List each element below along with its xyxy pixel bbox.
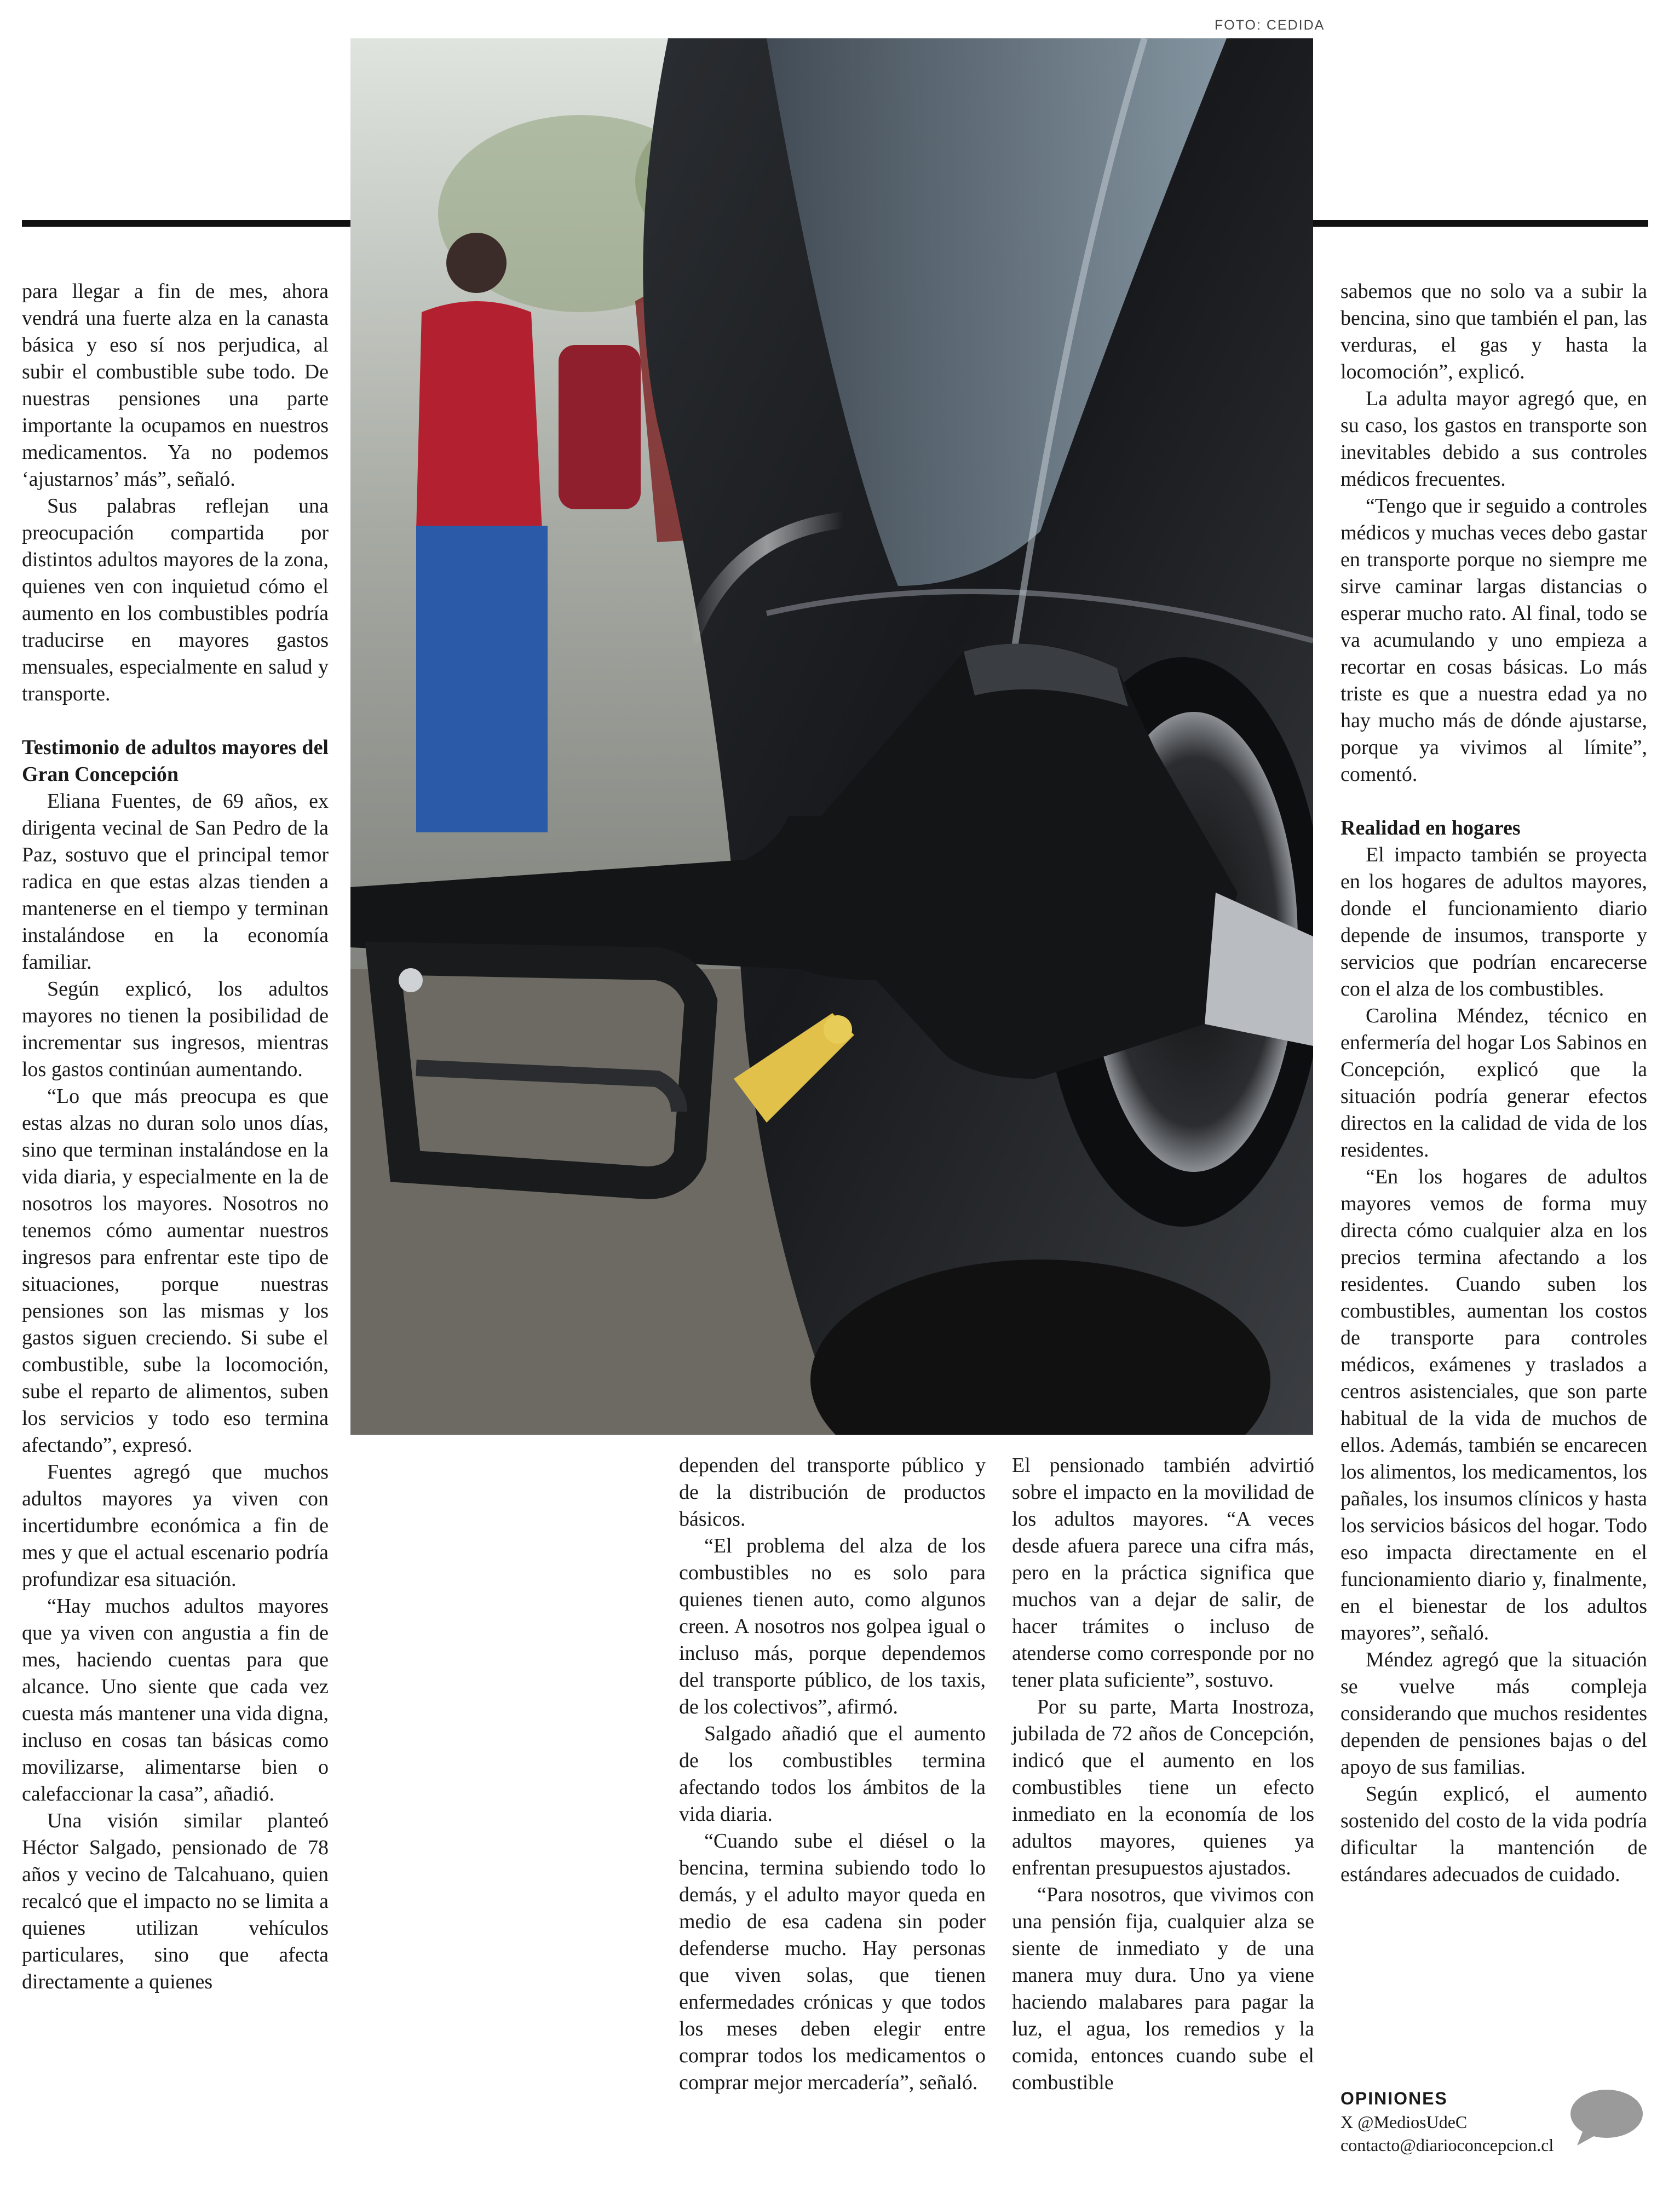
paragraph: El impacto también se proyecta en los hogares de adultos mayores, donde el funcionamiento diario depende de insumos, transporte y servicios que podrían encarecerse con el alza de los combustibles. <box>1340 843 1647 1000</box>
paragraph: dependen del transporte público y de la distribución de productos básicos. <box>679 1454 986 1531</box>
paragraph: Una visión similar planteó Héctor Salgado, pensionado de 78 años y vecino de Talcahuano, quien recalcó que el impacto no se limita a quienes utilizan vehículos particulares, sino que afecta directamente a quienes <box>22 1809 329 1993</box>
column-4 <box>1340 278 1647 1888</box>
paragraph: “Tengo que ir seguido a controles médicos y muchas veces debo gastar en transporte porque no siempre me sirve caminar largas distancias o esperar mucho rato. Al final, todo se va acumulando y uno empieza a recortar en cosas básicas. Lo más triste es que a nuestra edad ya no hay mucho más de dónde ajustarse, porque ya vivimos al límite”, comentó. <box>1340 494 1647 786</box>
paragraph: La adulta mayor agregó que, en su caso, los gastos en transporte son inevitables debido a sus controles médicos frecuentes. <box>1340 387 1647 491</box>
paragraph: Salgado añadió que el aumento de los combustibles termina afectando todos los ámbitos de la vida diaria. <box>679 1722 986 1826</box>
paragraph: Según explicó, los adultos mayores no tienen la posibilidad de incrementar sus ingresos, mientras los gastos continúan aumentando. <box>22 977 329 1081</box>
paragraph: Sus palabras reflejan una preocupación compartida por distintos adultos mayores de la zona, quienes ven con inquietud cómo el aumento en los combustibles podría traducirse en mayores gastos mensuales, especialmente en salud y transporte. <box>22 494 329 705</box>
photo-illustration <box>350 38 1313 1435</box>
paragraph: sabemos que no solo va a subir la bencina, sino que también el pan, las verduras, el gas y hasta la locomoción”, explicó. <box>1340 280 1647 383</box>
paragraph: “Hay muchos adultos mayores que ya viven con angustia a fin de mes, haciendo cuentas para que alcance. Uno siente que cada vez cuesta más mantener una vida digna, incluso en cosas tan básicas como movilizarse, alimentarse bien o calefaccionar la casa”, añadió. <box>22 1595 329 1805</box>
top-rule-left <box>22 220 350 227</box>
contact-email[interactable]: contacto@diarioconcepcion.cl <box>1340 2135 1554 2155</box>
paragraph: Carolina Méndez, técnico en enfermería del hogar Los Sabinos en Concepción, explicó que la situación podría generar efectos directos en la calidad de vida de los residentes. <box>1340 1004 1647 1161</box>
paragraph: “El problema del alza de los combustibles no es solo para quienes tienen auto, como algunos creen. A nosotros nos golpea igual o incluso más, porque dependemos del transporte público, de los taxis, de los colectivos”, afirmó. <box>679 1534 986 1718</box>
paragraph: “Lo que más preocupa es que estas alzas no duran solo unos días, sino que terminan instalándose en la vida diaria, y especialmente en la de nosotros los mayores. Nosotros no tenemos cómo aumentar nuestros ingresos para enfrentar este tipo de situaciones, porque nuestras pensiones son las mismas y los gastos siguen creciendo. Si sube el combustible, sube la locomoción, sube el reparto de alimentos, suben los servicios y todo eso termina afectando”, expresó. <box>22 1085 329 1457</box>
paragraph: para llegar a fin de mes, ahora vendrá una fuerte alza en la canasta básica y eso sí nos perjudica, al subir el combustible sube todo. De nuestras pensiones una parte importante la ocupamos en nuestros medicamentos. Ya no podemos ‘ajustarnos’ más”, señaló. <box>22 280 329 491</box>
paragraph: Según explicó, el aumento sostenido del costo de la vida podría dificultar la mantención de estándares adecuados de cuidado. <box>1340 1782 1647 1886</box>
paragraph: “Cuando sube el diésel o la bencina, termina subiendo todo lo demás, y el adulto mayor queda en medio de esa cadena sin poder defenderse mucho. Hay personas que viven solas, que tienen enfermedades crónicas y que todos los meses deben elegir entre comprar todos los medicamentos o comprar mejor mercadería”, señaló. <box>679 1830 986 2094</box>
fuel-nozzle-photo <box>350 38 1313 1435</box>
opinions-title: OPINIONES <box>1340 2089 1448 2108</box>
paragraph: Méndez agregó que la situación se vuelve más compleja considerando que muchos residentes dependen de pensiones bajas o del apoyo de sus familias. <box>1340 1648 1647 1779</box>
paragraph: Por su parte, Marta Inostroza, jubilada de 72 años de Concepción, indicó que el aumento en los combustibles tiene un efecto inmediato en la economía de los adultos mayores, quienes ya enfrentan presupuestos ajustados. <box>1012 1695 1314 1879</box>
photo-credit: FOTO: CEDIDA <box>1215 18 1325 33</box>
paragraph: “Para nosotros, que vivimos con una pensión fija, cualquier alza se siente de inmediato y de una manera muy dura. Uno ya viene haciendo malabares para pagar la luz, el agua, los remedios y la comida, entonces cuando sube el combustible <box>1012 1883 1314 2094</box>
column-3 <box>1012 1452 1314 2096</box>
paragraph: El pensionado también advirtió sobre el impacto en la movilidad de los adultos mayores. “A veces desde afuera parece una cifra más, pero en la práctica significa que muchos van a dejar de salir, de hacer trámites o incluso de atenderse como corresponde por no tener plata suficiente”, sostuvo. <box>1012 1454 1314 1692</box>
paragraph: Eliana Fuentes, de 69 años, ex dirigenta vecinal de San Pedro de la Paz, sostuvo que el principal temor radica en que estas alzas tienden a mantenerse en el tiempo y terminan instalándose en la economía familiar. <box>22 790 329 974</box>
section-heading: Realidad en hogares <box>1340 816 1521 839</box>
column-2 <box>679 1452 986 2096</box>
speech-bubble-icon <box>1567 2087 1644 2148</box>
section-heading: Testimonio de adultos mayores del Gran Concepción <box>22 736 329 786</box>
paragraph: “En los hogares de adultos mayores vemos de forma muy directa cómo cualquier alza en los precios termina afectando a los residentes. Cuando suben los combustibles, aumentan los costos de transporte para controles médicos, exámenes y traslados a centros asistenciales, que son parte habitual de la vida de muchos de ellos. Además, también se encarecen los alimentos, los medicamentos, los pañales, los insumos clínicos y hasta los servicios básicos del hogar. Todo eso impacta directamente en el funcionamiento diario y, finalmente, en el bienestar de los adultos mayores”, señaló. <box>1340 1165 1647 1644</box>
top-rule-right <box>1313 220 1648 227</box>
column-1 <box>22 278 329 1995</box>
paragraph: Fuentes agregó que muchos adultos mayores ya viven con incertidumbre económica a fin de mes y que el actual escenario podría profundizar esa situación. <box>22 1460 329 1591</box>
social-handle[interactable]: X @MediosUdeC <box>1340 2112 1468 2132</box>
